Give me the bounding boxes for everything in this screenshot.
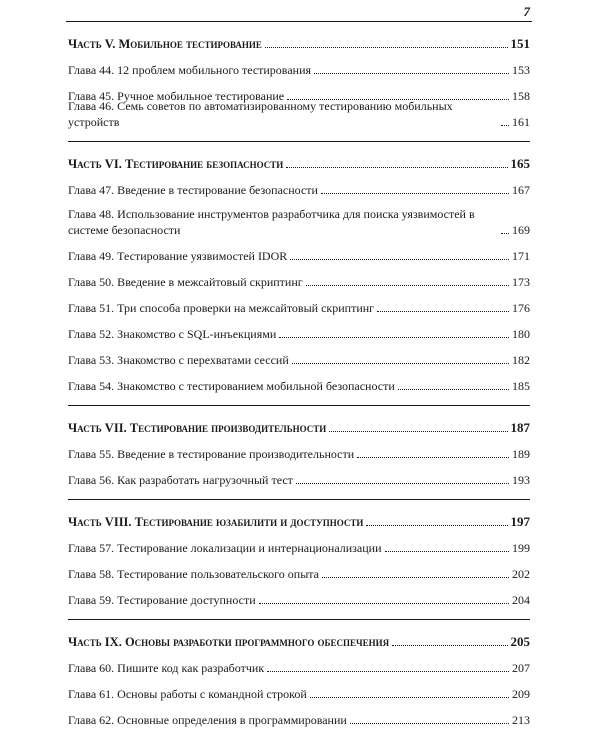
toc-chapter-entry[interactable] [68,376,530,394]
part-title: Часть VI. Тестирование безопасности [68,157,284,171]
chapter-title: Глава 47. Введение в тестирование безопасности [68,183,318,197]
toc-chapter-entry[interactable] [68,710,530,728]
chapter-page-number: 158 [512,89,530,103]
dot-leader [366,525,507,526]
toc-chapter-entry[interactable] [68,444,530,462]
toc-chapter-entry[interactable] [68,590,530,608]
part-page-number: 187 [510,420,530,435]
chapter-page-number: 202 [512,567,530,581]
chapter-title: Глава 44. 12 проблем мобильного тестирования [68,63,312,77]
toc-chapter-entry[interactable] [68,658,530,676]
toc-part [68,141,530,394]
dot-leader [290,259,509,260]
chapter-title: Глава 53. Знакомство с перехватами сессий [68,353,289,367]
part-divider [68,619,530,620]
part-page-number: 205 [510,634,530,649]
dot-leader [259,603,509,604]
toc-chapter-entry[interactable] [68,206,530,238]
toc-part [68,499,530,608]
part-title: Часть IX. Основы разработки программного обеспечения [68,635,390,649]
dot-leader [296,483,509,484]
chapter-title: Глава 61. Основы работы с командной строкой [68,687,307,701]
dot-leader [310,697,509,698]
chapter-title: Глава 57. Тестирование локализации и интернационализации [68,541,382,555]
toc-chapter-entry[interactable] [68,324,530,342]
dot-leader [286,167,507,168]
chapter-title: Глава 52. Знакомство с SQL-инъекциями [68,327,277,341]
toc-part-heading[interactable] [68,510,530,530]
toc-chapter-entry[interactable] [68,99,530,130]
dot-leader [398,389,509,390]
dot-leader [385,551,509,552]
part-page-number: 165 [510,156,530,171]
chapter-page-number: 169 [512,223,530,237]
chapter-page-number: 185 [512,379,530,393]
toc-part [68,619,530,728]
chapter-title: Глава 46. Семь советов по автоматизированному тестированию мобильных устройств [68,99,453,129]
chapter-title: Глава 45. Ручное мобильное тестирование [68,89,285,103]
toc-chapter-entry[interactable] [68,60,530,78]
toc-chapter-entry[interactable] [68,684,530,702]
dot-leader [357,457,509,458]
chapter-title: Глава 56. Как разработать нагрузочный тест [68,473,293,487]
header-rule [66,21,532,22]
chapter-title: Глава 51. Три способа проверки на межсайтовый скриптинг [68,301,375,315]
page-number: 7 [523,4,530,19]
part-divider [68,405,530,406]
toc-chapter-entry[interactable] [68,564,530,582]
dot-leader [321,193,509,194]
chapter-page-number: 171 [512,249,530,263]
chapter-page-number: 153 [512,63,530,77]
part-divider [68,141,530,142]
toc-part [68,405,530,488]
chapter-title: Глава 54. Знакомство с тестированием мобильной безопасности [68,379,395,393]
toc-part-heading[interactable] [68,416,530,436]
part-title: Часть V. Мобильное тестирование [68,37,262,51]
chapter-title: Глава 55. Введение в тестирование производительности [68,447,355,461]
chapter-page-number: 209 [512,687,530,701]
chapter-title: Глава 58. Тестирование пользовательского опыта [68,567,319,581]
dot-leader [306,285,509,286]
chapter-page-number: 173 [512,275,530,289]
chapter-page-number: 180 [512,327,530,341]
toc-chapter-entry[interactable] [68,298,530,316]
dot-leader [392,645,507,646]
chapter-title: Глава 59. Тестирование доступности [68,593,256,607]
chapter-page-number: 213 [512,713,530,727]
chapter-title: Глава 62. Основные определения в программировании [68,713,347,727]
chapter-page-number: 204 [512,593,530,607]
chapter-page-number: 199 [512,541,530,555]
dot-leader [350,723,509,724]
dot-leader [265,47,508,48]
toc-chapter-entry[interactable] [68,538,530,556]
dot-leader [267,671,509,672]
chapter-page-number: 161 [512,115,530,129]
toc-chapter-entry[interactable] [68,246,530,264]
chapter-page-number: 207 [512,661,530,675]
dot-leader [377,311,509,312]
toc-chapter-entry[interactable] [68,272,530,290]
dot-leader [322,577,509,578]
dot-leader [501,233,509,234]
part-divider [68,499,530,500]
dot-leader [279,337,509,338]
part-title: Часть VIII. Тестирование юзабилити и доступности [68,515,364,529]
dot-leader [314,73,509,74]
toc-part-heading[interactable] [68,152,530,172]
table-of-contents [68,30,530,728]
dot-leader [329,431,507,432]
toc-part-heading[interactable] [68,32,530,52]
chapter-page-number: 189 [512,447,530,461]
chapter-page-number: 182 [512,353,530,367]
chapter-title: Глава 49. Тестирование уязвимостей IDOR [68,249,288,263]
chapter-page-number: 176 [512,301,530,315]
dot-leader [501,125,509,126]
toc-part [68,32,530,130]
chapter-page-number: 193 [512,473,530,487]
part-page-number: 151 [510,36,530,51]
chapter-title: Глава 50. Введение в межсайтовый скриптинг [68,275,303,289]
toc-chapter-entry[interactable] [68,180,530,198]
dot-leader [292,363,509,364]
chapter-title: Глава 60. Пишите код как разработчик [68,661,265,675]
toc-chapter-entry[interactable] [68,350,530,368]
toc-chapter-entry[interactable] [68,470,530,488]
chapter-page-number: 167 [512,183,530,197]
toc-part-heading[interactable] [68,630,530,650]
part-page-number: 197 [510,514,530,529]
part-title: Часть VII. Тестирование производительности [68,421,327,435]
chapter-title: Глава 48. Использование инструментов разработчика для поиска уязвимостей в системе безопасности [68,207,475,237]
